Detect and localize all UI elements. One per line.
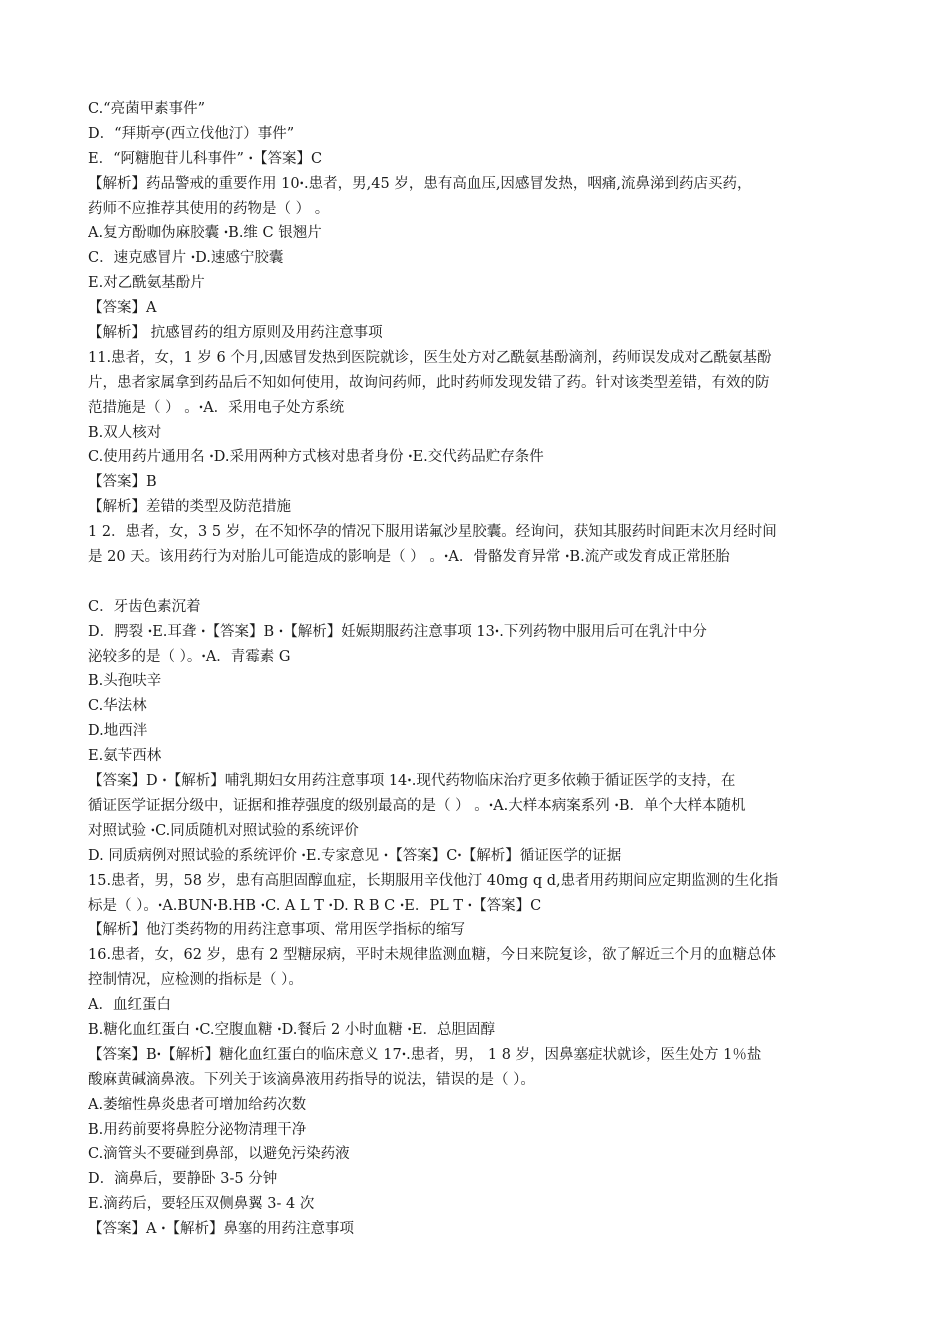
text-line: 酸麻黄碱滴鼻液。下列关于该滴鼻液用药指导的说法，错误的是（ ）。 <box>88 1071 535 1088</box>
text-line: 11.患者，女，1 岁 6 个月,因感冒发热到医院就诊，医生处方对乙酰氨基酚滴剂，药师误发成对乙酰氨基酚 <box>88 349 772 366</box>
text-line: E.滴药后，要轻压双侧鼻翼 3- 4 次 <box>88 1196 315 1213</box>
text-line: E.对乙酰氨基酚片 <box>88 275 205 292</box>
text-line: C．牙齿色素沉着 <box>88 598 201 615</box>
text-line: D．滴鼻后，要静卧 3-5 分钟 <box>88 1171 278 1188</box>
text-line: C.使用药片通用名 ꞏD.采用两种方式核对患者身份 ꞏE.交代药品贮存条件 <box>88 449 544 466</box>
text-line: D.地西泮 <box>88 723 148 740</box>
text-line: 【解析】 抗感冒药的组方原则及用药注意事项 <box>88 325 383 342</box>
text-line: 1 2．患者，女，3 5 岁，在不知怀孕的情况下服用诺氟沙星胶囊。经询问，获知其服药时间距末次月经时间 <box>88 524 777 541</box>
text-line: D．腭裂 ꞏE.耳聋 ꞏ【答案】B ꞏ【解析】妊娠期服药注意事项 13ꞏ.下列药物中服用后可在乳汁中分 <box>88 623 707 640</box>
text-line: 16.患者，女，62 岁，患有 2 型糖尿病，平时未规律监测血糖，今日来院复诊，欲了解近三个月的血糖总体 <box>88 947 777 964</box>
text-line: 范措施是（ ） 。ꞏA．采用电子处方系统 <box>88 399 345 416</box>
text-line: 【答案】B <box>88 474 157 491</box>
text-line: 循证医学证据分级中，证据和推荐强度的级别最高的是（ ） 。ꞏA.大样本病案系列 ꞏB．单个大样本随机 <box>88 797 746 814</box>
text-line: C.滴管头不要碰到鼻部，以避免污染药液 <box>88 1146 350 1163</box>
text-line: 【解析】药品警戒的重要作用 10ꞏ.患者，男,45 岁，患有高血压,因感冒发热，咽痛,流鼻涕到药店买药， <box>88 175 752 192</box>
text-line: B.糖化血红蛋白 ꞏC.空腹血糖 ꞏD.餐后 2 小时血糖 ꞏE．总胆固醇 <box>88 1021 495 1038</box>
text-line: 药师不应推荐其使用的药物是（ ） 。 <box>88 200 330 217</box>
text-line: 【答案】A <box>88 300 157 317</box>
text-line: 泌较多的是（ ）。ꞏA．青霉素 G <box>88 648 291 665</box>
text-line: D．“拜斯亭(西立伐他汀）事件” <box>88 125 295 142</box>
text-line: A.萎缩性鼻炎患者可增加给药次数 <box>88 1096 307 1113</box>
text-line: 【解析】差错的类型及防范措施 <box>88 499 291 516</box>
text-line: 对照试验 ꞏC.同质随机对照试验的系统评价 <box>88 822 359 839</box>
text-line: B.头孢呋辛 <box>88 673 162 690</box>
blank-line <box>88 570 868 595</box>
text-line: E．“阿糖胞苷儿科事件” ‪ꞏ【答案】C <box>88 150 323 167</box>
text-line: 标是（ ）。ꞏA.BUNꞏB.HB ꞏC. A L T ꞏD. R B C ꞏE．PL T ꞏ【答案】C <box>88 897 542 914</box>
text-line: 15.患者，男，58 岁，患有高胆固醇血症，长期服用辛伐他汀 40mg q d,患者用药期间应定期监测的生化指 <box>88 872 779 889</box>
text-line: 是 20 天。该用药行为对胎儿可能造成的影响是（ ） 。ꞏA．骨骼发育异常 ꞏB.流产或发育成正常胚胎 <box>88 549 730 566</box>
text-line: C.华法林 <box>88 698 147 715</box>
text-line: D. 同质病例对照试验的系统评价 ꞏE.专家意见 ꞏ【答案】Cꞏ【解析】循证医学的证据 <box>88 847 622 864</box>
text-line: E.氨苄西林 <box>88 748 162 765</box>
text-line: C．速克感冒片 ꞏD.速感宁胶囊 <box>88 250 284 267</box>
text-line: 片，患者家属拿到药品后不知如何使用，故询问药师，此时药师发现发错了药。针对该类型差错，有效的防 <box>88 374 770 391</box>
text-line: 控制情况，应检测的指标是（ ）。 <box>88 972 303 989</box>
text-line: B.用药前要将鼻腔分泌物清理干净 <box>88 1121 307 1138</box>
text-line: 【答案】Bꞏ【解析】糖化血红蛋白的临床意义 17ꞏ.患者，男， 1 8 岁，因鼻塞症状就诊，医生处方 1％盐 <box>88 1046 762 1063</box>
text-line: 【答案】D ꞏ【解析】哺乳期妇女用药注意事项 14ꞏ.现代药物临床治疗更多依赖于循证医学的支持，在 <box>88 773 736 790</box>
document-page <box>88 97 868 1242</box>
text-line: B.双人核对 <box>88 424 162 441</box>
text-line: 【答案】A ꞏ【解析】鼻塞的用药注意事项 <box>88 1221 355 1238</box>
text-line: C.“亮菌甲素事件” <box>88 101 206 117</box>
text-line: 【解析】他汀类药物的用药注意事项、常用医学指标的缩写 <box>88 922 465 939</box>
text-line: A．血红蛋白 <box>88 997 171 1014</box>
text-line: A.复方酚咖伪麻胶囊 ꞏB.维 C 银翘片 <box>88 225 322 242</box>
